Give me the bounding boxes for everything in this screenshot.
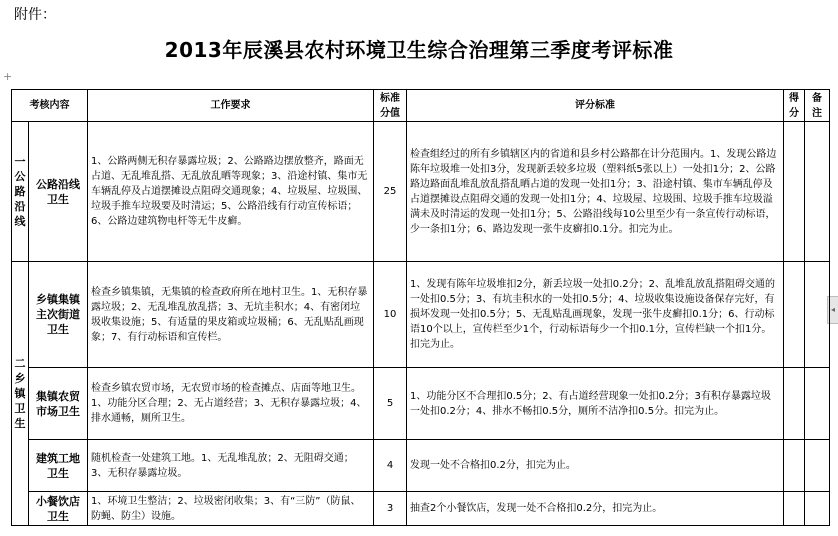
- row-requirements: 1、公路两侧无积存暴露垃圾；2、公路路边摆放整齐，路面无占道、无乱堆乱搭、无乱放乱晒等现象；3、沿途村镇、集市无车辆乱停及占道摆摊设点阻碍交通现象；4、垃圾屋、垃圾围、垃圾手推车垃圾要及时清运；5、公路沿线有行动宣传标语；6、公路边建筑物电杆等无牛皮癣。: [88, 122, 374, 262]
- row-got-cell: [784, 122, 805, 262]
- header-got-line2: 分: [789, 107, 799, 119]
- page-title: 2013年辰溪县农村环境卫生综合治理第三季度考评标准: [164, 38, 674, 62]
- header-got: [784, 90, 805, 122]
- header-remark-line2: 注: [812, 107, 822, 119]
- row-got-cell: [784, 492, 805, 526]
- row-got-cell: [784, 262, 805, 368]
- header-score-line1: 标准: [380, 92, 400, 104]
- row-requirements: 随机检查一处建筑工地。1、无乱堆乱放；2、无阻碍交通；3、无积存暴露垃圾。: [88, 440, 374, 492]
- row-score: 5: [374, 368, 407, 440]
- plus-icon: +: [3, 70, 13, 83]
- row-requirements: 检查乡镇集镇，无集镇的检查政府所在地村卫生。1、无积存暴露垃圾；2、无乱堆乱放乱搭；3、无坑圭积水；4、有密闭垃圾收集设施；5、有适量的果皮箱或垃圾桶；6、无乱贴乱画现象；7、有行动标语和宣传栏。: [88, 262, 374, 368]
- table-row: [12, 122, 830, 262]
- row-got-cell: [784, 440, 805, 492]
- row-criteria: 1、发现有陈年垃圾堆扣2分，新丢垃圾一处扣0.2分；2、乱堆乱放乱搭阻碍交通的一处扣0.5分；3、有坑圭积水的一处扣0.5分；4、垃圾收集设施设备保存完好，有损坏发现一处扣0.5分；5、无乱贴乱画现象，发现一张牛皮癣扣0.1分；6、行动标语10个以上，宣传栏至少1个，行动标语每少一个扣0.1分，宣传栏缺一个扣1分。扣完为止。: [407, 262, 784, 368]
- header-got-line1: 得: [789, 92, 799, 104]
- row-name: 公路沿线卫生: [29, 122, 88, 262]
- row-remark-cell: [805, 492, 830, 526]
- row-score: 4: [374, 440, 407, 492]
- section-label: 二乡镇卫生: [12, 262, 29, 526]
- row-remark-cell: [805, 122, 830, 262]
- row-remark-cell: [805, 262, 830, 368]
- row-criteria: 检查组经过的所有乡镇辖区内的省道和县乡村公路都在计分范围内。1、发现公路边陈年垃圾堆一处扣3分，发现新丢较多垃圾（塑料纸5张以上）一处扣1分；2、公路路边路面乱堆乱放乱搭乱晒占道的发现一处扣1分；3、沿途村镇、集市车辆乱停及占道摆摊设点阻碍交通的发现一处扣1分；4、垃圾屋、垃圾围、垃圾手推车垃圾溢满未及时清运的发现一处扣1分；5、公路沿线每10公里至少有一条宣传行动标语，少一条扣1分；6、路边发现一张牛皮癣扣0.1分。扣完为止。: [407, 122, 784, 262]
- row-score: 10: [374, 262, 407, 368]
- row-requirements: 1、环境卫生整洁；2、垃圾密闭收集；3、有“三防”（防鼠、防蝇、防尘）设施。: [88, 492, 374, 526]
- header-requirements: 工作要求: [88, 90, 374, 122]
- table-row: [12, 262, 830, 368]
- table-row: [12, 440, 830, 492]
- row-requirements: 检查乡镇农贸市场，无农贸市场的检查摊点、店面等地卫生。1、功能分区合理；2、无占道经营；3、无积存暴露垃圾；4、排水通畅，厕所卫生。: [88, 368, 374, 440]
- header-score-line2: 分值: [380, 107, 400, 119]
- row-name: 建筑工地卫生: [29, 440, 88, 492]
- row-criteria: 1、功能分区不合理扣0.5分；2、有占道经营现象一处扣0.2分；3有积存暴露垃圾一处扣0.2分；4、排水不畅扣0.5分，厕所不洁净扣0.5分。扣完为止。: [407, 368, 784, 440]
- table-row: [12, 492, 830, 526]
- standards-table: [11, 89, 830, 526]
- header-criteria: 评分标准: [407, 90, 784, 122]
- attachment-label: 附件：: [14, 7, 56, 23]
- row-name: 小餐饮店卫生: [29, 492, 88, 526]
- header-remark-line1: 备: [812, 92, 822, 104]
- row-name: 乡镇集镇主次街道卫生: [29, 262, 88, 368]
- table-header-row: [12, 90, 830, 122]
- header-content: 考核内容: [12, 90, 88, 122]
- row-score: 25: [374, 122, 407, 262]
- header-remark: [805, 90, 830, 122]
- table-row: [12, 368, 830, 440]
- row-got-cell: [784, 368, 805, 440]
- row-name: 集镇农贸市场卫生: [29, 368, 88, 440]
- row-remark-cell: [805, 368, 830, 440]
- side-scroll-tab[interactable]: ◂: [827, 296, 838, 324]
- row-criteria: 发现一处不合格扣0.2分，扣完为止。: [407, 440, 784, 492]
- row-criteria: 抽查2个小餐饮店，发现一处不合格扣0.2分，扣完为止。: [407, 492, 784, 526]
- row-score: 3: [374, 492, 407, 526]
- section-label: 一公路沿线: [12, 122, 29, 262]
- row-remark-cell: [805, 440, 830, 492]
- header-score: [374, 90, 407, 122]
